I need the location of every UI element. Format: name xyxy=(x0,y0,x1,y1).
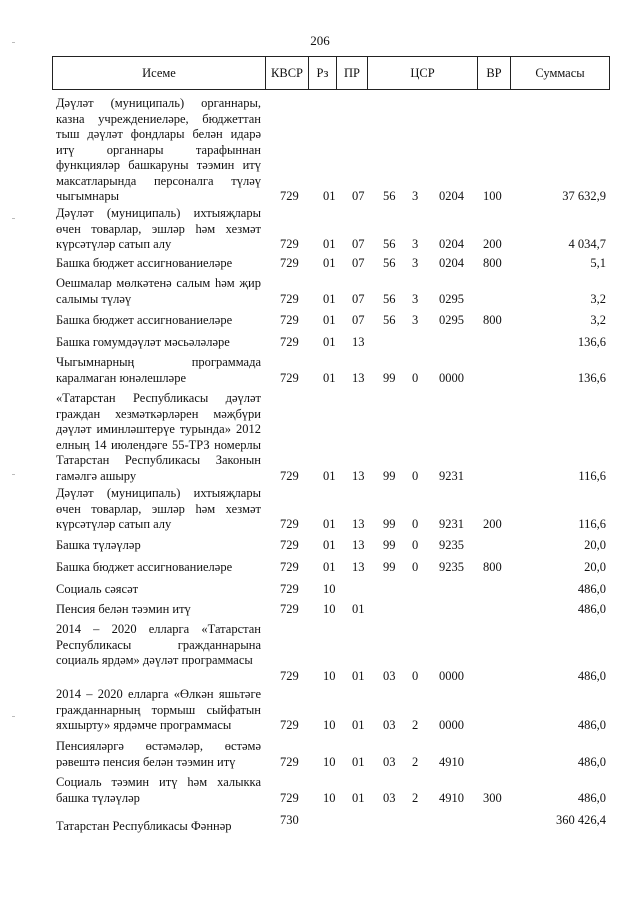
row-pr: 13 xyxy=(352,469,365,483)
row-kvsr: 729 xyxy=(280,256,299,270)
row-csr-program: 99 xyxy=(383,560,396,574)
row-rz: 01 xyxy=(323,313,336,327)
header-csr: ЦСР xyxy=(410,66,435,80)
row-kvsr: 729 xyxy=(280,538,299,552)
row-kvsr: 729 xyxy=(280,791,299,805)
row-csr-program: 03 xyxy=(383,755,396,769)
row-name: Дәүләт (муниципаль) органнары, казна учреждениеләре, бюджеттан тыш дәүләт фондлары белән идарә итү органнары тарафыннан функцияләр башкаруны тәэмин итү максатларында персоналга түләү чыгымнары xyxy=(56,96,261,203)
row-csr-direction: 4910 xyxy=(439,791,464,805)
table-header xyxy=(52,56,610,90)
row-csr-subprogram: 3 xyxy=(412,237,419,251)
row-pr: 13 xyxy=(352,517,365,531)
row-name: Татарстан Республикасы Фәннәр xyxy=(56,819,232,833)
row-csr-program: 99 xyxy=(383,538,396,552)
row-csr-direction: 4910 xyxy=(439,755,464,769)
row-csr-subprogram: 0 xyxy=(412,469,419,483)
row-csr-direction: 0000 xyxy=(439,371,464,385)
row-rz: 01 xyxy=(323,371,336,385)
row-name: Социаль тәэмин итү һәм халыкка башка түләүләр xyxy=(56,775,261,805)
row-csr-program: 56 xyxy=(383,256,396,270)
row-rz: 01 xyxy=(323,335,336,349)
row-csr-direction: 0204 xyxy=(439,237,464,251)
row-name: Башка гомумдәүләт мәсьәләләре xyxy=(56,335,230,349)
row-rz: 01 xyxy=(323,237,336,251)
row-sum: 486,0 xyxy=(577,582,606,596)
row-kvsr: 729 xyxy=(280,582,299,596)
row-csr-subprogram: 3 xyxy=(412,189,419,203)
row-pr: 13 xyxy=(352,371,365,385)
row-sum: 486,0 xyxy=(577,791,606,805)
row-pr: 07 xyxy=(352,189,365,203)
row-name: Пенсия белән тәэмин итү xyxy=(56,602,191,616)
row-rz: 10 xyxy=(323,755,336,769)
row-csr-subprogram: 0 xyxy=(412,669,419,683)
header-sum: Суммасы xyxy=(535,66,585,80)
row-vr: 800 xyxy=(483,256,502,270)
row-pr: 07 xyxy=(352,237,365,251)
row-csr-program: 03 xyxy=(383,718,396,732)
row-kvsr: 729 xyxy=(280,517,299,531)
row-kvsr: 730 xyxy=(280,813,299,827)
row-csr-direction: 0204 xyxy=(439,256,464,270)
row-csr-subprogram: 0 xyxy=(412,517,419,531)
row-csr-subprogram: 2 xyxy=(412,755,419,769)
row-pr: 13 xyxy=(352,560,365,574)
row-kvsr: 729 xyxy=(280,669,299,683)
row-name: Башка бюджет ассигнованиеләре xyxy=(56,560,233,574)
row-csr-program: 56 xyxy=(383,313,396,327)
row-vr: 800 xyxy=(483,560,502,574)
row-pr: 01 xyxy=(352,791,365,805)
row-csr-direction: 9235 xyxy=(439,538,464,552)
row-name: Оешмалар мөлкәтенә салым һәм җир салымы түләү xyxy=(56,276,261,306)
row-name: 2014 – 2020 елларга «Татарстан Республикасы гражданнарына социаль ярдәм» дәүләт программасы xyxy=(56,622,261,667)
row-csr-subprogram: 2 xyxy=(412,718,419,732)
row-sum: 3,2 xyxy=(590,292,606,306)
row-pr: 13 xyxy=(352,335,365,349)
row-pr: 07 xyxy=(352,292,365,306)
row-vr: 100 xyxy=(483,189,502,203)
row-name: Чыгымнарның программада каралмаган юнәлешләре xyxy=(56,355,261,385)
row-csr-program: 03 xyxy=(383,791,396,805)
row-rz: 01 xyxy=(323,538,336,552)
row-rz: 01 xyxy=(323,560,336,574)
row-csr-direction: 9231 xyxy=(439,469,464,483)
row-sum: 360 426,4 xyxy=(556,813,606,827)
row-csr-program: 99 xyxy=(383,469,396,483)
row-pr: 01 xyxy=(352,602,365,616)
row-csr-direction: 0295 xyxy=(439,313,464,327)
header-pr: ПР xyxy=(344,66,360,80)
row-pr: 07 xyxy=(352,313,365,327)
row-pr: 01 xyxy=(352,718,365,732)
row-vr: 200 xyxy=(483,237,502,251)
row-sum: 5,1 xyxy=(590,256,606,270)
row-pr: 01 xyxy=(352,669,365,683)
row-pr: 01 xyxy=(352,755,365,769)
row-rz: 01 xyxy=(323,189,336,203)
row-sum: 136,6 xyxy=(577,371,606,385)
row-name: Дәүләт (муниципаль) ихтыяҗлары өчен товарлар, эшләр һәм хезмәт күрсәтүләр сатып алу xyxy=(56,206,261,251)
row-vr: 800 xyxy=(483,313,502,327)
row-sum: 486,0 xyxy=(577,755,606,769)
scan-mark xyxy=(12,218,15,219)
row-rz: 10 xyxy=(323,718,336,732)
row-sum: 486,0 xyxy=(577,718,606,732)
row-rz: 01 xyxy=(323,517,336,531)
row-csr-program: 03 xyxy=(383,669,396,683)
row-csr-direction: 9231 xyxy=(439,517,464,531)
row-sum: 486,0 xyxy=(577,602,606,616)
row-pr: 07 xyxy=(352,256,365,270)
row-rz: 01 xyxy=(323,256,336,270)
row-rz: 10 xyxy=(323,669,336,683)
row-csr-subprogram: 2 xyxy=(412,791,419,805)
row-sum: 136,6 xyxy=(577,335,606,349)
row-csr-subprogram: 3 xyxy=(412,313,419,327)
header-rz: Рз xyxy=(316,66,329,80)
row-csr-program: 56 xyxy=(383,189,396,203)
row-name: Башка түләүләр xyxy=(56,538,141,552)
row-kvsr: 729 xyxy=(280,313,299,327)
row-csr-program: 99 xyxy=(383,517,396,531)
row-pr: 13 xyxy=(352,538,365,552)
row-kvsr: 729 xyxy=(280,469,299,483)
row-csr-program: 99 xyxy=(383,371,396,385)
row-csr-subprogram: 0 xyxy=(412,560,419,574)
row-name: 2014 – 2020 елларга «Өлкән яшьтәге гражданнарның тормыш сыйфатын яхшырту» ярдәмче программасы xyxy=(56,687,261,732)
row-rz: 01 xyxy=(323,469,336,483)
row-kvsr: 729 xyxy=(280,371,299,385)
header-kvsr: КВСР xyxy=(271,66,303,80)
row-kvsr: 729 xyxy=(280,335,299,349)
scan-mark xyxy=(12,716,15,717)
row-csr-direction: 0000 xyxy=(439,718,464,732)
row-csr-subprogram: 3 xyxy=(412,292,419,306)
row-kvsr: 729 xyxy=(280,755,299,769)
header-vr: ВР xyxy=(486,66,502,80)
row-csr-subprogram: 3 xyxy=(412,256,419,270)
scan-mark xyxy=(12,42,15,43)
row-rz: 10 xyxy=(323,602,336,616)
row-csr-subprogram: 0 xyxy=(412,538,419,552)
row-rz: 10 xyxy=(323,582,336,596)
row-rz: 01 xyxy=(323,292,336,306)
row-name: «Татарстан Республикасы дәүләт граждан хезмәткәрләрен мәҗбүри дәүләт иминләштерүе турында» 2012 елның 14 июлендәге 55-ТРЗ номерлы Татарстан Республикасы Законын гамәлгә ашыру xyxy=(56,391,261,483)
row-kvsr: 729 xyxy=(280,718,299,732)
row-kvsr: 729 xyxy=(280,602,299,616)
row-rz: 10 xyxy=(323,791,336,805)
row-vr: 200 xyxy=(483,517,502,531)
row-sum: 3,2 xyxy=(590,313,606,327)
row-csr-program: 56 xyxy=(383,237,396,251)
row-csr-direction: 0000 xyxy=(439,669,464,683)
row-sum: 37 632,9 xyxy=(562,189,606,203)
row-kvsr: 729 xyxy=(280,292,299,306)
row-name: Башка бюджет ассигнованиеләре xyxy=(56,313,233,327)
row-csr-direction: 0204 xyxy=(439,189,464,203)
row-sum: 486,0 xyxy=(577,669,606,683)
row-csr-subprogram: 0 xyxy=(412,371,419,385)
row-sum: 116,6 xyxy=(578,469,606,483)
row-csr-program: 56 xyxy=(383,292,396,306)
row-sum: 4 034,7 xyxy=(568,237,606,251)
row-kvsr: 729 xyxy=(280,237,299,251)
row-name: Социаль сәясәт xyxy=(56,582,139,596)
row-csr-direction: 0295 xyxy=(439,292,464,306)
row-name: Башка бюджет ассигнованиеләре xyxy=(56,256,233,270)
header-name: Исеме xyxy=(142,66,176,80)
row-kvsr: 729 xyxy=(280,560,299,574)
row-sum: 20,0 xyxy=(584,560,606,574)
row-kvsr: 729 xyxy=(280,189,299,203)
page-number: 206 xyxy=(310,33,330,48)
row-name: Пенсияләргә өстәмәләр, өстәмә рәвештә пенсия белән тәэмин итү xyxy=(56,739,261,769)
row-csr-direction: 9235 xyxy=(439,560,464,574)
scan-mark xyxy=(12,474,15,475)
row-sum: 20,0 xyxy=(584,538,606,552)
row-vr: 300 xyxy=(483,791,502,805)
row-name: Дәүләт (муниципаль) ихтыяҗлары өчен товарлар, эшләр һәм хезмәт күрсәтүләр сатып алу xyxy=(56,486,261,531)
row-sum: 116,6 xyxy=(578,517,606,531)
